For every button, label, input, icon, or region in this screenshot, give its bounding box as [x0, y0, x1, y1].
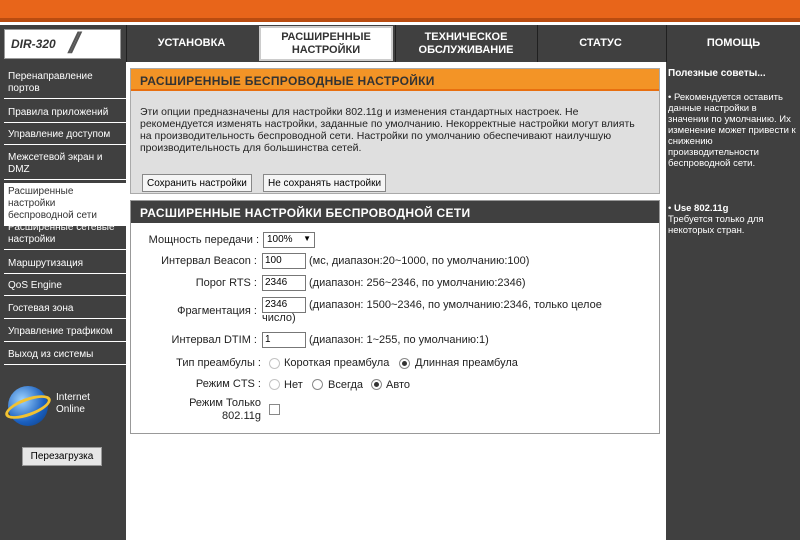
g-only-mode-checkbox[interactable]: [269, 404, 280, 415]
help-tip-2-text: Требуется только для некоторых стран.: [668, 214, 764, 236]
tab-advanced[interactable]: РАСШИРЕННЫЕ НАСТРОЙКИ: [259, 26, 393, 61]
bullet-icon: •: [668, 203, 672, 214]
help-tip-2: [668, 203, 796, 236]
rts-label: Порог RTS :: [195, 277, 257, 289]
model-name: DIR-320: [11, 37, 56, 51]
model-slash-logo: //: [69, 27, 74, 60]
internet-status-line1: Internet: [56, 392, 90, 403]
bullet-icon: •: [668, 92, 672, 103]
cts-mode-label: Режим CTS :: [195, 378, 261, 390]
sidebar-item-application-rules[interactable]: Правила приложений: [4, 104, 126, 123]
top-navigation: [0, 25, 800, 62]
dont-save-settings-button[interactable]: Не сохранять настройки: [263, 174, 386, 192]
tab-help[interactable]: ПОМОЩЬ: [666, 25, 800, 62]
model-badge: [4, 29, 121, 59]
intro-panel: [130, 68, 660, 194]
cts-auto-label: Авто: [386, 379, 410, 391]
sidebar-item-firewall-dmz[interactable]: Межсетевой экран и DMZ: [4, 149, 126, 180]
sidebar-item-advanced-network[interactable]: Расширенные сетевые настройки: [4, 219, 126, 250]
chevron-down-icon: ▼: [303, 234, 311, 243]
page-description: Эти опции предназначены для настройки 802.11g и изменения стандартных настроек. Не рекомендуется изменять настройки, заданные по умолчанию. Некорректные настройки могут влиять на производительность беспроводной сети. Настройки по умолчанию обеспечивают наилучшую производительность для большинства сетей.: [140, 106, 635, 154]
help-tip-1-text: Рекомендуется оставить данные настройки в значении по умолчанию. Их изменение может привести к снижению производительности беспроводной сети.: [668, 92, 796, 169]
save-settings-button[interactable]: Сохранить настройки: [142, 174, 252, 192]
rts-note: (диапазон: 256~2346, по умолчанию:2346): [309, 277, 526, 289]
tab-maintenance[interactable]: ТЕХНИЧЕСКОЕ ОБСЛУЖИВАНИЕ: [395, 25, 536, 62]
page-title: РАСШИРЕННЫЕ БЕСПРОВОДНЫЕ НАСТРОЙКИ: [131, 69, 659, 91]
cts-always-radio[interactable]: [312, 379, 323, 390]
tx-power-value: 100%: [267, 234, 293, 245]
cts-none-radio[interactable]: [269, 379, 280, 390]
reboot-button[interactable]: Перезагрузка: [22, 447, 102, 466]
rts-input[interactable]: 2346: [262, 275, 306, 291]
sidebar-item-traffic-control[interactable]: Управление трафиком: [4, 323, 126, 342]
help-title: Полезные советы...: [668, 68, 766, 79]
fragmentation-input[interactable]: 2346: [262, 297, 306, 313]
main-content: [126, 62, 666, 540]
internet-status-line2: Online: [56, 404, 85, 415]
section-title: РАСШИРЕННЫЕ НАСТРОЙКИ БЕСПРОВОДНОЙ СЕТИ: [131, 201, 659, 223]
advanced-wireless-form: [130, 200, 660, 434]
fragmentation-label: Фрагментация :: [177, 305, 257, 317]
tab-status[interactable]: СТАТУС: [537, 25, 663, 62]
dtim-note: (диапазон: 1~255, по умолчанию:1): [309, 334, 489, 346]
dtim-input[interactable]: 1: [262, 332, 306, 348]
sidebar-item-guest-zone[interactable]: Гостевая зона: [4, 300, 126, 319]
cts-always-label: Всегда: [328, 379, 364, 391]
sidebar-item-logout[interactable]: Выход из системы: [4, 346, 126, 365]
sidebar-item-advanced-wireless[interactable]: Расширенные настройки беспроводной сети: [4, 183, 126, 226]
preamble-label: Тип преамбулы :: [176, 357, 261, 369]
fragmentation-note: (диапазон: 1500~2346, по умолчанию:2346, только целое число): [262, 299, 602, 324]
sidebar-item-access-control[interactable]: Управление доступом: [4, 126, 126, 145]
cts-none-label: Нет: [284, 379, 303, 391]
preamble-long-radio[interactable]: [399, 358, 410, 369]
preamble-long-label: Длинная преамбула: [415, 357, 518, 369]
beacon-label: Интервал Beacon :: [161, 255, 257, 267]
sidebar-item-routing[interactable]: Маршрутизация: [4, 255, 126, 274]
beacon-input[interactable]: 100: [262, 253, 306, 269]
sidebar: [0, 62, 126, 540]
tx-power-label: Мощность передачи :: [148, 234, 259, 246]
cts-auto-radio[interactable]: [371, 379, 382, 390]
tx-power-select[interactable]: [263, 232, 315, 248]
preamble-short-label: Короткая преамбула: [284, 357, 390, 369]
sidebar-item-qos-engine[interactable]: QoS Engine: [4, 277, 126, 296]
g-only-mode-label: Режим Только 802.11g: [189, 397, 261, 422]
help-panel: [666, 62, 800, 540]
help-tip-2-title: Use 802.11g: [673, 203, 729, 214]
beacon-note: (мс, диапазон:20~1000, по умолчанию:100): [309, 255, 530, 267]
tab-setup[interactable]: УСТАНОВКА: [126, 25, 256, 62]
internet-status: [56, 392, 90, 416]
dtim-label: Интервал DTIM :: [171, 334, 257, 346]
help-tip-1: [668, 92, 796, 169]
preamble-short-radio[interactable]: [269, 358, 280, 369]
sidebar-item-port-forwarding[interactable]: Перенаправление портов: [4, 68, 126, 99]
